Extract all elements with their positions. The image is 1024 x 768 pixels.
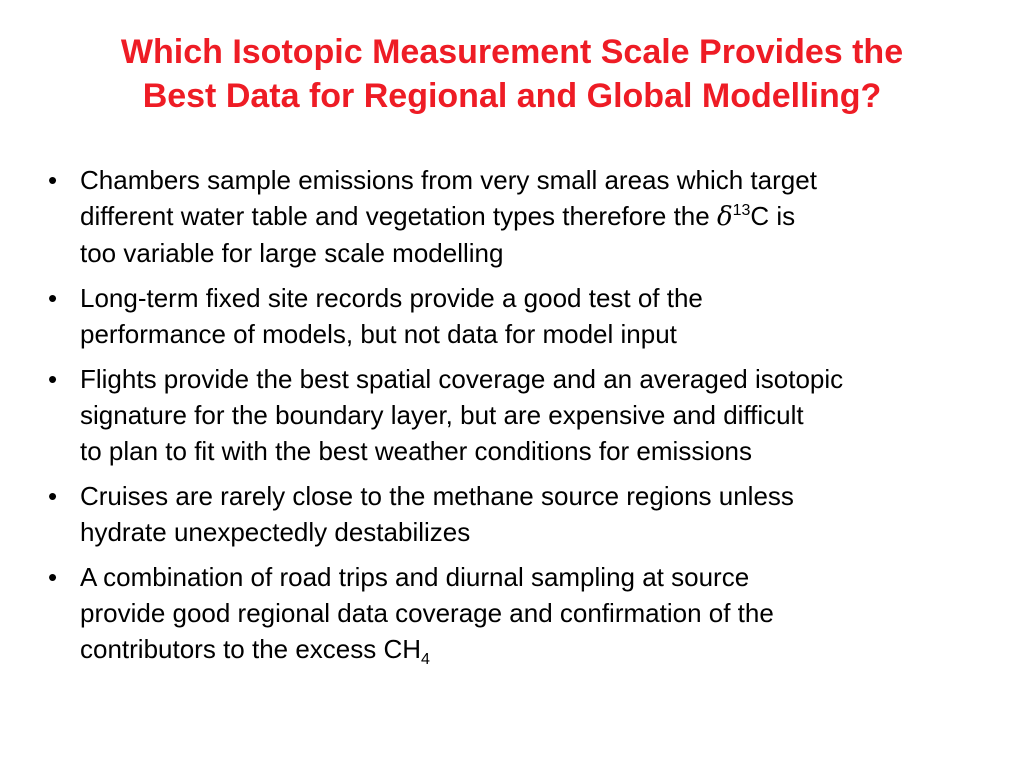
bullet-item-fixed-site (48, 280, 998, 352)
bullet-text-line: performance of models, but not data for model input (80, 319, 677, 349)
bullet-text-segment: different water table and vegetation types therefore the (80, 201, 717, 231)
bullet-item-chambers (48, 162, 998, 271)
bullet-item-cruises (48, 478, 998, 550)
bullet-text-line: provide good regional data coverage and confirmation of the (80, 598, 774, 628)
bullet-text-line (80, 631, 998, 667)
bullet-text-segment: is (769, 201, 796, 231)
bullet-marker: • (48, 562, 58, 592)
bullet-marker: • (48, 283, 58, 313)
bullet-text-line: signature for the boundary layer, but are expensive and difficult (80, 400, 804, 430)
title-line-1: Which Isotopic Measurement Scale Provides the (120, 33, 904, 71)
isotope-mass-number: 13 (732, 202, 751, 219)
bullet-text-line: A combination of road trips and diurnal sampling at source (80, 562, 750, 592)
title-line-2: Best Data for Regional and Global Modelling? (142, 77, 882, 115)
bullet-text-line: Long-term fixed site records provide a good test of the (80, 283, 703, 313)
bullet-item-road-trips (48, 559, 998, 667)
slide-title (40, 30, 984, 118)
methane-subscript: 4 (421, 651, 430, 668)
bullet-text-line (80, 198, 998, 235)
bullet-text-line: Cruises are rarely close to the methane source regions unless (80, 481, 794, 511)
bullet-list (48, 162, 998, 676)
bullet-marker: • (48, 364, 58, 394)
bullet-text-line: Flights provide the best spatial coverage and an averaged isotopic (80, 364, 844, 394)
bullet-text-segment: contributors to the excess CH (80, 634, 422, 664)
bullet-text-line: hydrate unexpectedly destabilizes (80, 517, 471, 547)
bullet-marker: • (48, 165, 58, 195)
delta-symbol: δ (716, 202, 733, 232)
bullet-text-line: too variable for large scale modelling (80, 238, 504, 268)
isotope-element: C (750, 201, 770, 231)
bullet-text-line: to plan to fit with the best weather conditions for emissions (80, 436, 753, 466)
bullet-text-line: Chambers sample emissions from very small areas which target (80, 165, 817, 195)
bullet-marker: • (48, 481, 58, 511)
bullet-item-flights (48, 361, 998, 469)
